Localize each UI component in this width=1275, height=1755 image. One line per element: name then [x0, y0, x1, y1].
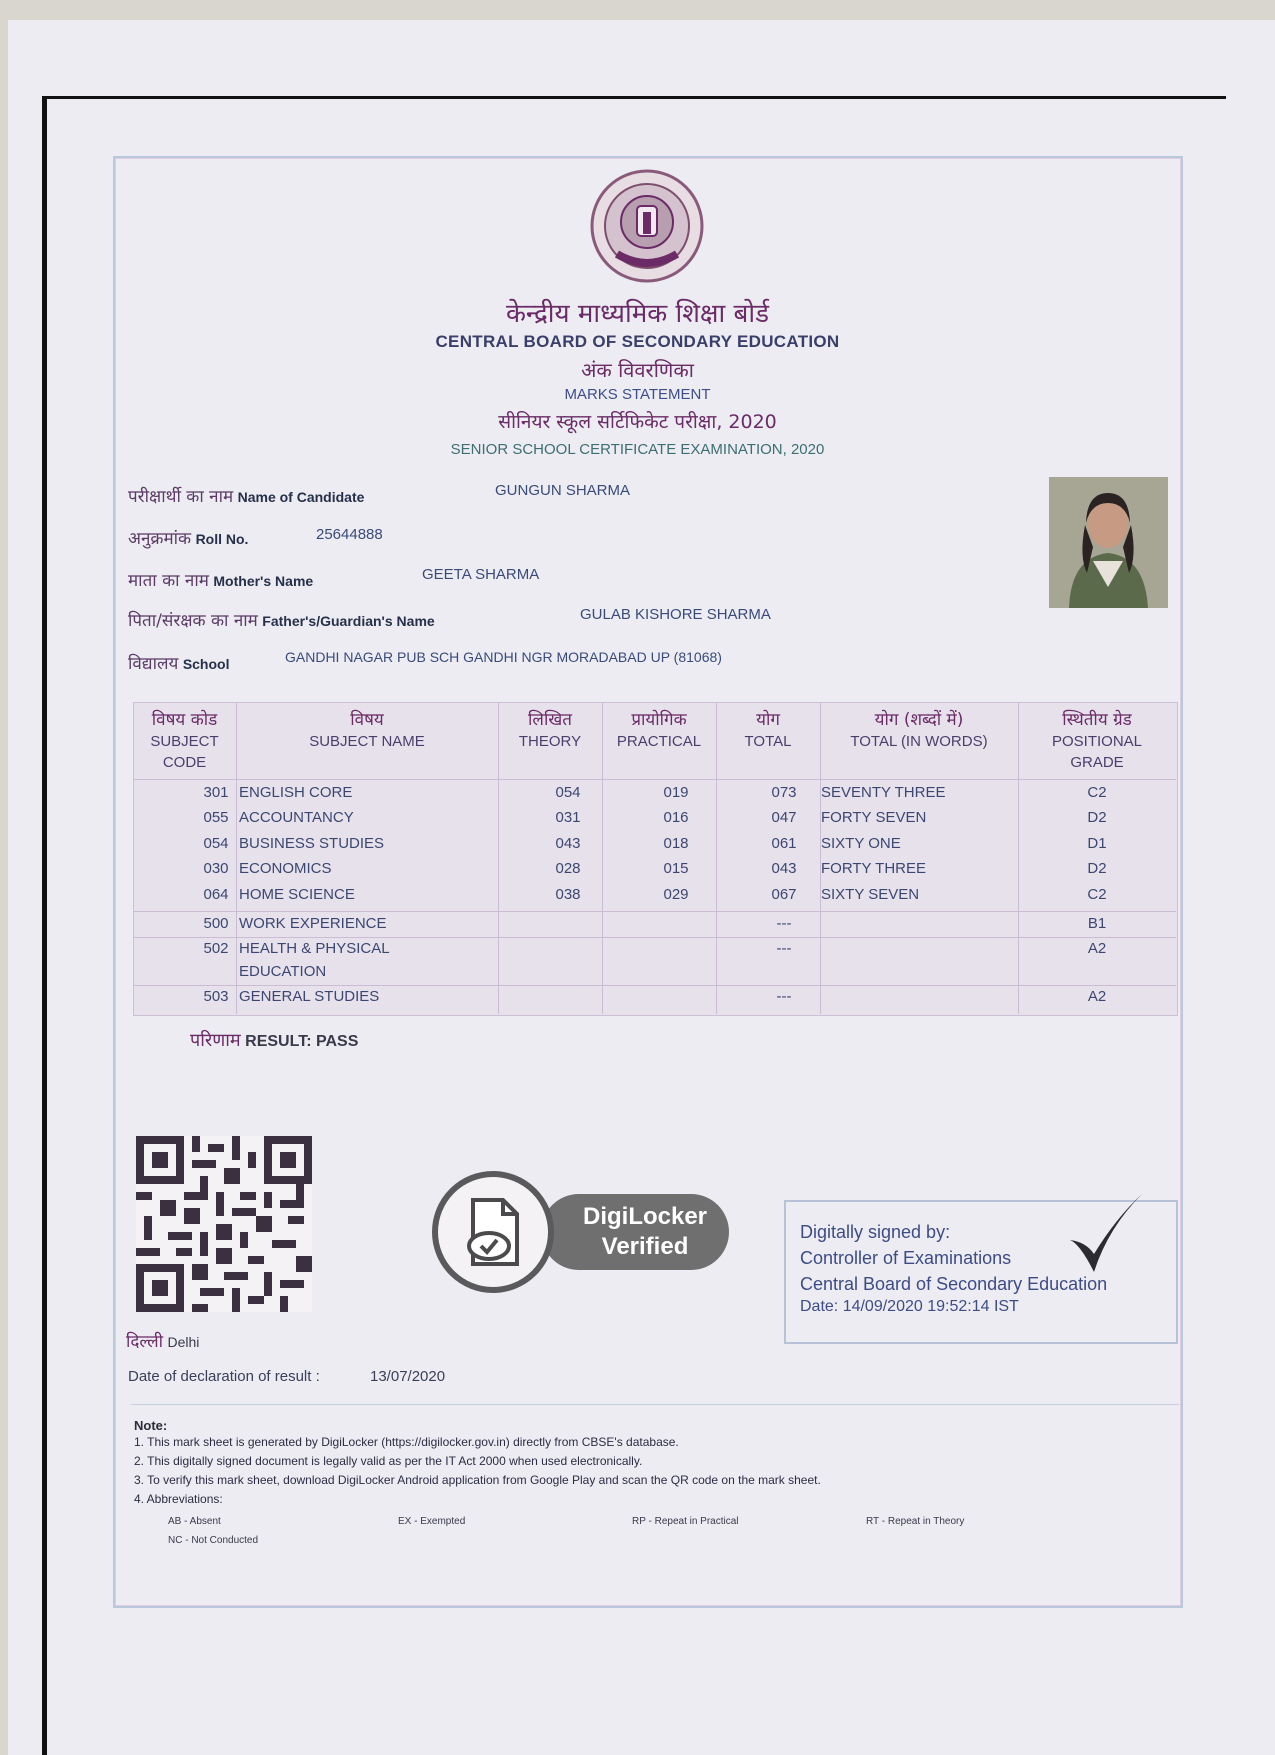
- checkmark-icon: [1064, 1188, 1144, 1288]
- header-subject-name: विषय SUBJECT NAME: [309, 710, 425, 750]
- father-name-label: पिता/संरक्षक का नाम Father's/Guardian's Name: [128, 611, 435, 631]
- top-rule: [42, 96, 1226, 99]
- school-name: GANDHI NAGAR PUB SCH GANDHI NGR MORADABAD UP (81068): [285, 649, 722, 665]
- signature-line: Controller of Examinations: [800, 1248, 1012, 1268]
- header-practical: प्रायोगिक PRACTICAL: [616, 710, 702, 750]
- document-type-hindi: अंक विवरणिका: [581, 358, 694, 382]
- cbse-emblem-icon: [589, 168, 705, 284]
- qr-code-icon[interactable]: [136, 1136, 312, 1312]
- place: दिल्ली Delhi: [126, 1332, 200, 1352]
- candidate-name-label: परीक्षार्थी का नाम Name of Candidate: [128, 487, 365, 507]
- table-divider: [133, 937, 1176, 938]
- abbreviation: AB - Absent: [168, 1516, 221, 1527]
- signature-line: Central Board of Secondary Education: [800, 1274, 1108, 1294]
- signature-line: Digitally signed by:: [800, 1222, 951, 1242]
- result-value: PASS: [315, 1033, 359, 1050]
- school-label: विद्यालय School: [128, 654, 230, 674]
- notes-section: [131, 1404, 1179, 1590]
- declaration-date: 13/07/2020: [370, 1368, 446, 1385]
- candidate-photo: [1049, 477, 1168, 608]
- abbreviation: EX - Exempted: [398, 1516, 466, 1527]
- mother-name: GEETA SHARMA: [422, 566, 540, 583]
- note-line: 1. This mark sheet is generated by DigiLocker (https://digilocker.gov.in) directly from CBSE's database.: [134, 1435, 679, 1449]
- exam-name: SENIOR SCHOOL CERTIFICATE EXAMINATION, 2020: [450, 441, 825, 458]
- signature-date: Date: 14/09/2020 19:52:14 IST: [800, 1298, 1019, 1315]
- board-name-hindi: केन्द्रीय माध्यमिक शिक्षा बोर्ड: [505, 299, 770, 329]
- note-line: 4. Abbreviations:: [134, 1492, 223, 1506]
- header-subject-code: विषय कोड SUBJECT CODE: [150, 710, 219, 771]
- header-total-words: योग (शब्दों में) TOTAL (IN WORDS): [850, 710, 988, 750]
- table-divider: [133, 911, 1176, 912]
- abbreviation: NC - Not Conducted: [168, 1535, 259, 1546]
- candidate-name: GUNGUN SHARMA: [495, 482, 631, 499]
- roll-no: 25644888: [316, 526, 383, 543]
- abbreviation: RP - Repeat in Practical: [632, 1516, 739, 1527]
- result: परिणाम RESULT: PASS: [190, 1030, 359, 1051]
- note-line: 3. To verify this mark sheet, download DigiLocker Android application from Google Play and scan the QR code on the mark sheet.: [134, 1473, 821, 1487]
- header-positional-grade: स्थितीय ग्रेड POSITIONAL GRADE: [1051, 710, 1143, 771]
- exam-name-hindi: सीनियर स्कूल सर्टिफिकेट परीक्षा, 2020: [498, 411, 777, 433]
- table-divider: [133, 779, 1176, 780]
- declaration-date-label: Date of declaration of result :: [128, 1368, 320, 1385]
- table-divider: [133, 985, 1176, 986]
- notes-title: Note:: [134, 1418, 168, 1433]
- roll-no-label: अनुक्रमांक Roll No.: [128, 529, 249, 549]
- header-theory: लिखित THEORY: [518, 710, 582, 750]
- mother-name-label: माता का नाम Mother's Name: [128, 571, 314, 591]
- father-name: GULAB KISHORE SHARMA: [580, 606, 771, 623]
- document-type: MARKS STATEMENT: [564, 386, 711, 403]
- note-line: 2. This digitally signed document is legally valid as per the IT Act 2000 when used electronically.: [134, 1454, 643, 1468]
- board-name: CENTRAL BOARD OF SECONDARY EDUCATION: [435, 332, 840, 351]
- abbreviation: RT - Repeat in Theory: [866, 1516, 965, 1527]
- digilocker-verified-text: DigiLocker Verified: [582, 1203, 708, 1260]
- header-total: योग TOTAL: [744, 710, 792, 750]
